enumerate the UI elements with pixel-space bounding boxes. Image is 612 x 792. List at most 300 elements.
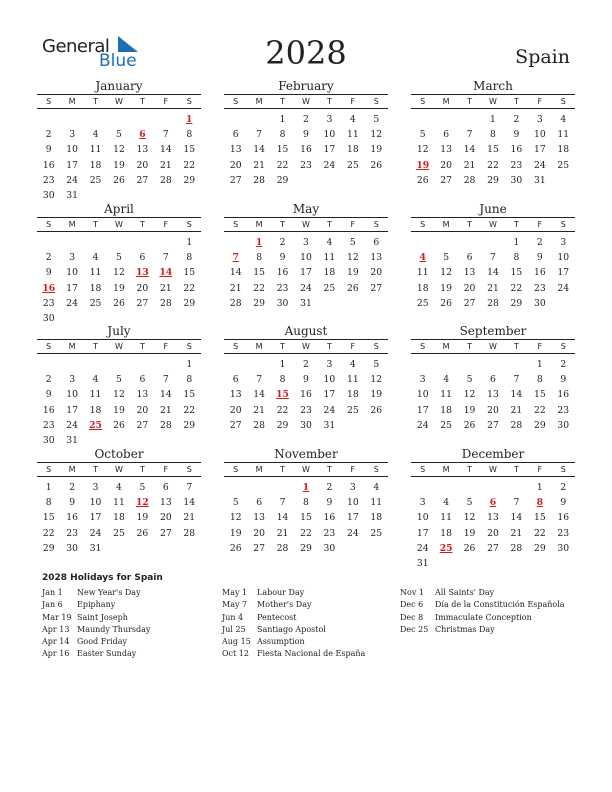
weekday-label: T xyxy=(467,97,472,106)
day-cell: 20 xyxy=(370,267,383,279)
day-cell: 30 xyxy=(300,419,312,431)
day-cell: 26 xyxy=(370,159,383,171)
holidays-title: 2028 Holidays for Spain xyxy=(42,573,163,583)
day-cell: 30 xyxy=(66,542,78,554)
weekday-label: W xyxy=(489,97,497,106)
holiday-day-cell: 6 xyxy=(489,497,497,509)
holiday-item xyxy=(222,636,365,648)
weekday-label: F xyxy=(537,342,543,351)
day-cell: 26 xyxy=(463,542,476,554)
weekday-header xyxy=(37,462,201,477)
day-cell: 19 xyxy=(370,144,383,156)
weekday-label: M xyxy=(255,342,263,351)
day-cell: 20 xyxy=(487,527,499,539)
day-cell: 7 xyxy=(513,497,520,509)
day-cell: 28 xyxy=(487,297,499,309)
holiday-day-cell: 1 xyxy=(186,114,193,125)
day-cell: 11 xyxy=(346,374,359,386)
day-cell: 13 xyxy=(136,389,149,401)
day-cell: 3 xyxy=(349,482,356,493)
holiday-day-cell: 7 xyxy=(232,252,239,264)
day-cell: 29 xyxy=(533,542,546,554)
day-cell: 28 xyxy=(229,297,242,309)
month-name: June xyxy=(479,202,507,216)
day-cell: 29 xyxy=(183,419,196,431)
day-cell: 23 xyxy=(557,527,570,539)
weekday-label: S xyxy=(373,220,379,229)
day-cell: 4 xyxy=(326,237,333,248)
day-cell: 30 xyxy=(42,434,55,446)
weekday-label: W xyxy=(489,342,497,351)
weekday-label: T xyxy=(139,342,145,351)
weekday-label: S xyxy=(373,465,379,474)
day-cell: 28 xyxy=(276,542,289,554)
day-cell: 2 xyxy=(279,237,286,248)
empty-cell xyxy=(107,235,130,250)
weekday-label: M xyxy=(442,342,450,351)
day-cell: 7 xyxy=(466,129,473,141)
month-june xyxy=(411,202,575,311)
weekday-label: S xyxy=(186,220,192,229)
day-cell: 11 xyxy=(89,267,102,279)
day-cell: 11 xyxy=(113,497,125,509)
day-cell: 21 xyxy=(253,404,265,416)
day-cell: 14 xyxy=(510,389,523,401)
day-cell: 21 xyxy=(159,282,172,294)
empty-cell xyxy=(481,235,504,250)
day-cell: 20 xyxy=(463,282,476,294)
weekday-label: W xyxy=(302,465,310,474)
day-cell: 25 xyxy=(113,527,125,539)
day-cell: 7 xyxy=(256,129,263,141)
day-cell: 26 xyxy=(346,282,359,294)
day-cell: 22 xyxy=(276,404,289,416)
days-grid xyxy=(37,112,201,203)
day-cell: 3 xyxy=(69,252,76,264)
day-cell: 18 xyxy=(323,267,336,279)
weekday-label: S xyxy=(420,465,426,474)
day-cell: 19 xyxy=(346,267,359,279)
day-cell: 21 xyxy=(159,404,172,416)
holiday-date: Oct 12 xyxy=(222,649,249,659)
weekday-label: S xyxy=(186,97,192,106)
day-cell: 5 xyxy=(466,497,473,509)
month-name: April xyxy=(104,202,134,216)
weekday-label: M xyxy=(255,97,263,106)
holiday-name: Good Friday xyxy=(77,637,128,647)
empty-cell xyxy=(271,480,294,495)
holiday-name: Easter Sunday xyxy=(77,649,137,659)
day-cell: 18 xyxy=(89,159,102,171)
weekday-label: M xyxy=(442,465,450,474)
day-cell: 22 xyxy=(510,282,523,294)
day-cell: 21 xyxy=(510,527,523,539)
empty-cell xyxy=(154,235,177,250)
day-cell: 14 xyxy=(159,389,172,401)
day-cell: 17 xyxy=(416,527,429,539)
logo-general-text: General xyxy=(42,36,110,57)
day-cell: 18 xyxy=(370,512,383,524)
day-cell: 29 xyxy=(183,174,196,186)
empty-cell xyxy=(458,357,481,372)
month-may xyxy=(224,202,388,311)
weekday-label: T xyxy=(93,465,98,474)
day-cell: 31 xyxy=(66,189,78,201)
day-cell: 6 xyxy=(490,374,496,386)
day-cell: 24 xyxy=(533,159,546,171)
day-cell: 20 xyxy=(159,512,172,524)
day-cell: 7 xyxy=(162,129,169,141)
holiday-day-cell: 1 xyxy=(302,482,310,493)
day-cell: 19 xyxy=(136,512,149,524)
day-cell: 22 xyxy=(42,527,55,539)
day-cell: 23 xyxy=(66,527,78,539)
weekday-label: S xyxy=(560,220,566,229)
day-cell: 4 xyxy=(349,359,356,370)
day-cell: 10 xyxy=(66,144,78,156)
weekday-label: F xyxy=(163,465,169,474)
day-cell: 6 xyxy=(139,252,146,264)
holiday-name: Fiesta Nacional de España xyxy=(257,649,366,659)
weekday-label: S xyxy=(233,465,239,474)
day-cell: 21 xyxy=(229,282,242,294)
day-cell: 21 xyxy=(253,159,265,171)
day-cell: 25 xyxy=(370,527,383,539)
day-cell: 29 xyxy=(276,174,289,186)
day-cell: 5 xyxy=(443,252,450,264)
holiday-item xyxy=(400,624,565,636)
weekday-label: W xyxy=(489,220,497,229)
day-cell: 27 xyxy=(253,542,265,554)
weekday-label: F xyxy=(350,342,356,351)
weekday-label: F xyxy=(350,465,356,474)
empty-cell xyxy=(434,480,457,495)
days-grid xyxy=(37,235,201,326)
days-grid xyxy=(37,480,201,556)
day-cell: 14 xyxy=(253,389,265,401)
day-cell: 2 xyxy=(69,482,76,493)
days-grid xyxy=(411,357,575,433)
weekday-label: S xyxy=(420,220,426,229)
empty-cell xyxy=(434,112,457,127)
day-cell: 28 xyxy=(159,419,172,431)
day-cell: 1 xyxy=(536,482,543,493)
day-cell: 23 xyxy=(533,282,546,294)
day-cell: 15 xyxy=(42,512,55,524)
days-grid xyxy=(224,480,388,556)
day-cell: 14 xyxy=(276,512,289,524)
day-cell: 22 xyxy=(533,404,546,416)
day-cell: 31 xyxy=(533,174,546,186)
weekday-label: S xyxy=(560,97,566,106)
holiday-item xyxy=(42,587,150,599)
weekday-label: S xyxy=(373,342,379,351)
day-cell: 19 xyxy=(113,404,125,416)
day-cell: 20 xyxy=(136,282,149,294)
days-grid xyxy=(411,480,575,571)
empty-cell xyxy=(154,357,177,372)
day-cell: 24 xyxy=(416,419,429,431)
day-cell: 9 xyxy=(303,129,309,141)
holiday-item xyxy=(222,624,365,636)
weekday-header xyxy=(37,339,201,354)
day-cell: 24 xyxy=(416,542,429,554)
month-name: January xyxy=(95,79,143,93)
empty-cell xyxy=(434,235,457,250)
day-cell: 4 xyxy=(92,374,99,386)
day-cell: 24 xyxy=(300,282,312,294)
month-september xyxy=(411,324,575,433)
day-cell: 16 xyxy=(42,404,55,416)
weekday-label: M xyxy=(442,220,450,229)
logo-blue-text: Blue xyxy=(99,51,137,71)
day-cell: 27 xyxy=(370,282,383,294)
holiday-item xyxy=(42,612,150,624)
day-cell: 7 xyxy=(490,252,496,264)
day-cell: 28 xyxy=(253,174,265,186)
weekday-label: T xyxy=(280,97,285,106)
holiday-name: Mother's Day xyxy=(257,600,312,610)
day-cell: 3 xyxy=(326,359,333,370)
day-cell: 2 xyxy=(326,482,333,493)
day-cell: 16 xyxy=(323,512,336,524)
day-cell: 26 xyxy=(463,419,476,431)
day-cell: 27 xyxy=(487,419,499,431)
holiday-date: May 7 xyxy=(222,600,248,610)
weekday-header xyxy=(37,217,201,232)
empty-cell xyxy=(60,357,83,372)
holiday-date: Jul 25 xyxy=(222,624,246,634)
weekday-label: F xyxy=(537,465,543,474)
day-cell: 27 xyxy=(487,542,499,554)
day-cell: 29 xyxy=(253,297,265,309)
weekday-label: S xyxy=(560,465,566,474)
day-cell: 11 xyxy=(370,497,383,509)
day-cell: 17 xyxy=(66,282,78,294)
day-cell: 9 xyxy=(69,497,76,509)
day-cell: 20 xyxy=(229,159,242,171)
day-cell: 9 xyxy=(536,252,543,264)
holiday-name: Santiago Apostol xyxy=(257,624,326,634)
weekday-label: F xyxy=(350,97,356,106)
month-name: October xyxy=(94,447,144,461)
day-cell: 5 xyxy=(139,482,146,493)
day-cell: 4 xyxy=(349,114,356,125)
month-name: September xyxy=(459,324,527,338)
day-cell: 3 xyxy=(419,374,426,386)
day-cell: 5 xyxy=(373,114,380,125)
day-cell: 12 xyxy=(440,267,452,279)
day-cell: 29 xyxy=(510,297,523,309)
day-cell: 20 xyxy=(253,527,265,539)
day-cell: 1 xyxy=(513,237,520,248)
day-cell: 29 xyxy=(533,419,546,431)
weekday-label: T xyxy=(280,342,285,351)
day-cell: 17 xyxy=(323,144,336,156)
empty-cell xyxy=(505,480,528,495)
day-cell: 18 xyxy=(440,527,452,539)
day-cell: 27 xyxy=(136,419,149,431)
days-grid xyxy=(411,112,575,188)
empty-cell xyxy=(84,235,107,250)
day-cell: 31 xyxy=(416,557,429,569)
day-cell: 17 xyxy=(346,512,359,524)
day-cell: 4 xyxy=(373,482,380,493)
day-cell: 3 xyxy=(536,114,543,125)
weekday-label: T xyxy=(93,97,98,106)
holiday-item xyxy=(400,587,565,599)
day-cell: 1 xyxy=(186,359,193,370)
day-cell: 14 xyxy=(229,267,242,279)
day-cell: 23 xyxy=(510,159,523,171)
day-cell: 1 xyxy=(186,237,193,248)
empty-cell xyxy=(37,112,60,127)
weekday-label: T xyxy=(93,342,98,351)
day-cell: 17 xyxy=(66,404,78,416)
day-cell: 24 xyxy=(346,527,359,539)
day-cell: 8 xyxy=(279,374,286,386)
day-cell: 3 xyxy=(69,374,76,386)
holiday-date: Apr 13 xyxy=(42,624,70,634)
month-name: December xyxy=(461,447,525,461)
day-cell: 31 xyxy=(323,419,336,431)
month-april xyxy=(37,202,201,326)
day-cell: 7 xyxy=(256,374,263,386)
holiday-item xyxy=(42,599,150,611)
weekday-label: T xyxy=(467,465,472,474)
day-cell: 4 xyxy=(116,482,122,493)
day-cell: 12 xyxy=(370,129,383,141)
day-cell: 26 xyxy=(440,297,452,309)
day-cell: 11 xyxy=(346,129,359,141)
day-cell: 12 xyxy=(463,389,476,401)
empty-cell xyxy=(84,112,107,127)
day-cell: 14 xyxy=(487,267,499,279)
day-cell: 20 xyxy=(136,404,149,416)
weekday-label: T xyxy=(513,97,519,106)
day-cell: 23 xyxy=(557,404,570,416)
holiday-day-cell: 13 xyxy=(136,267,149,279)
empty-cell xyxy=(60,235,83,250)
day-cell: 18 xyxy=(346,389,359,401)
day-cell: 25 xyxy=(557,159,570,171)
day-cell: 4 xyxy=(560,114,567,125)
day-cell: 8 xyxy=(186,129,193,141)
day-cell: 8 xyxy=(279,129,286,141)
day-cell: 13 xyxy=(229,389,242,401)
weekday-header xyxy=(224,94,388,109)
day-cell: 9 xyxy=(560,374,567,386)
days-grid xyxy=(224,357,388,433)
day-cell: 12 xyxy=(346,252,359,264)
weekday-label: T xyxy=(467,220,472,229)
day-cell: 5 xyxy=(419,129,426,141)
weekday-header xyxy=(411,339,575,354)
weekday-label: T xyxy=(93,220,98,229)
day-cell: 2 xyxy=(45,252,52,264)
weekday-label: W xyxy=(489,465,497,474)
day-cell: 27 xyxy=(229,174,242,186)
holiday-date: Nov 1 xyxy=(400,588,424,597)
day-cell: 28 xyxy=(463,174,476,186)
day-cell: 17 xyxy=(533,144,546,156)
weekday-label: W xyxy=(302,97,310,106)
day-cell: 27 xyxy=(463,297,476,309)
day-cell: 28 xyxy=(253,419,265,431)
days-grid xyxy=(224,112,388,188)
day-cell: 9 xyxy=(45,144,52,156)
weekday-label: T xyxy=(326,220,332,229)
weekday-label: T xyxy=(139,220,145,229)
day-cell: 2 xyxy=(303,114,309,125)
day-cell: 3 xyxy=(419,497,426,509)
day-cell: 22 xyxy=(300,527,312,539)
holiday-name: Assumption xyxy=(257,637,305,647)
empty-cell xyxy=(84,357,107,372)
day-cell: 6 xyxy=(443,129,450,141)
day-cell: 23 xyxy=(42,419,55,431)
day-cell: 2 xyxy=(303,359,309,370)
month-december xyxy=(411,447,575,571)
day-cell: 29 xyxy=(300,542,312,554)
day-cell: 19 xyxy=(370,389,383,401)
weekday-label: T xyxy=(139,97,145,106)
day-cell: 12 xyxy=(229,512,242,524)
day-cell: 5 xyxy=(466,374,473,386)
weekday-label: F xyxy=(163,220,169,229)
day-cell: 28 xyxy=(183,527,196,539)
day-cell: 10 xyxy=(416,389,429,401)
day-cell: 2 xyxy=(45,129,52,141)
day-cell: 27 xyxy=(440,174,452,186)
day-cell: 1 xyxy=(279,114,286,125)
day-cell: 29 xyxy=(183,297,196,309)
day-cell: 22 xyxy=(183,282,196,294)
day-cell: 5 xyxy=(349,237,356,248)
day-cell: 12 xyxy=(370,374,383,386)
weekday-label: W xyxy=(115,220,123,229)
day-cell: 11 xyxy=(440,389,452,401)
empty-cell xyxy=(434,357,457,372)
empty-cell xyxy=(224,235,247,250)
holiday-date: Dec 6 xyxy=(400,600,424,610)
day-cell: 5 xyxy=(116,374,122,386)
day-cell: 30 xyxy=(557,419,570,431)
day-cell: 10 xyxy=(323,374,336,386)
empty-cell xyxy=(458,480,481,495)
day-cell: 10 xyxy=(557,252,570,264)
empty-cell xyxy=(107,112,130,127)
empty-cell xyxy=(411,235,434,250)
day-cell: 15 xyxy=(300,512,312,524)
weekday-label: M xyxy=(68,220,76,229)
holiday-day-cell: 4 xyxy=(419,252,426,264)
holiday-name: Christmas Day xyxy=(435,624,495,634)
day-cell: 11 xyxy=(89,389,102,401)
day-cell: 8 xyxy=(45,497,52,509)
empty-cell xyxy=(154,112,177,127)
day-cell: 23 xyxy=(276,282,289,294)
day-cell: 9 xyxy=(45,389,52,401)
day-cell: 9 xyxy=(303,374,309,386)
holiday-item xyxy=(222,612,365,624)
day-cell: 10 xyxy=(300,252,312,264)
day-cell: 3 xyxy=(560,237,567,248)
day-cell: 2 xyxy=(45,374,52,386)
day-cell: 12 xyxy=(113,144,125,156)
day-cell: 3 xyxy=(69,129,76,141)
day-cell: 26 xyxy=(370,404,383,416)
